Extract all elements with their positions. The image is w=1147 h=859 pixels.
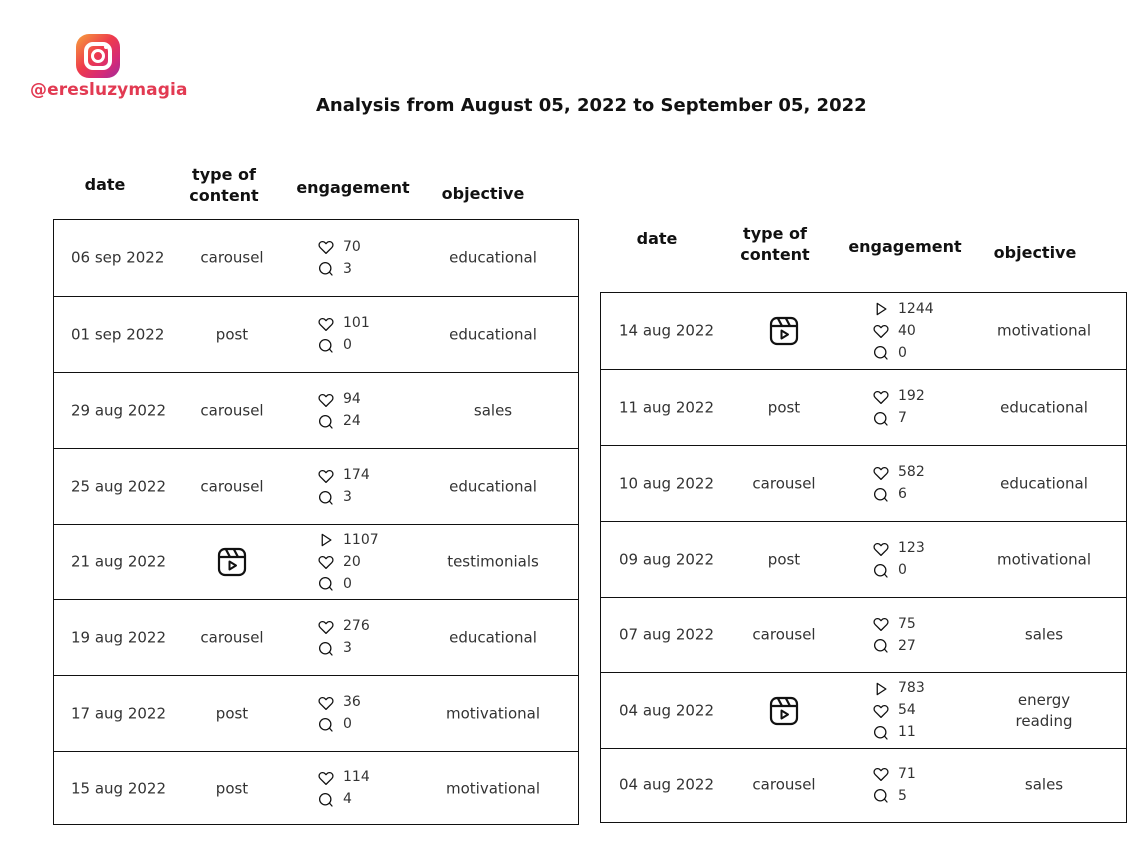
heart-count: 75 bbox=[898, 615, 916, 632]
play-count: 1244 bbox=[898, 300, 934, 317]
heart-count: 101 bbox=[343, 315, 370, 331]
comment-engagement bbox=[317, 789, 370, 811]
table-row bbox=[54, 448, 578, 524]
table-row bbox=[54, 599, 578, 675]
play-count: 1107 bbox=[343, 531, 379, 548]
objective-cell: educational bbox=[449, 477, 537, 495]
heart-count: 20 bbox=[343, 553, 361, 570]
engagement-cell bbox=[317, 389, 361, 433]
heart-icon bbox=[872, 322, 890, 340]
comment-count: 4 bbox=[343, 791, 352, 807]
date-cell: 09 aug 2022 bbox=[619, 550, 715, 568]
heart-engagement bbox=[872, 700, 925, 722]
engagement-cell bbox=[872, 386, 925, 430]
header-type: type of content bbox=[189, 165, 259, 205]
comment-count: 7 bbox=[898, 410, 907, 426]
date-cell: 19 aug 2022 bbox=[71, 628, 167, 646]
objective-cell: educational bbox=[449, 325, 537, 343]
table-row bbox=[601, 369, 1126, 445]
comment-count: 0 bbox=[898, 562, 907, 578]
heart-icon bbox=[872, 464, 890, 482]
heart-engagement bbox=[872, 320, 934, 342]
heart-engagement bbox=[317, 313, 370, 335]
objective-cell: motivational bbox=[997, 321, 1091, 340]
comment-icon bbox=[872, 637, 890, 655]
play-icon bbox=[317, 531, 335, 549]
comment-count: 3 bbox=[343, 260, 352, 277]
heart-engagement bbox=[872, 763, 916, 785]
objective-cell: motivational bbox=[446, 704, 540, 722]
heart-engagement bbox=[317, 551, 379, 573]
table-row bbox=[601, 748, 1126, 821]
table-row bbox=[601, 597, 1126, 672]
date-cell: 07 aug 2022 bbox=[619, 625, 715, 644]
left-analysis-table bbox=[53, 219, 579, 825]
right-analysis-table bbox=[600, 292, 1127, 823]
engagement-cell bbox=[317, 236, 361, 280]
comment-count: 5 bbox=[898, 787, 907, 804]
reel-icon bbox=[769, 696, 799, 726]
header-engagement: engagement bbox=[848, 237, 962, 256]
heart-count: 582 bbox=[898, 464, 925, 480]
comment-engagement bbox=[317, 487, 370, 509]
comment-icon bbox=[872, 344, 890, 362]
engagement-cell bbox=[317, 529, 379, 595]
date-cell: 14 aug 2022 bbox=[619, 321, 715, 340]
objective-cell: educational bbox=[449, 248, 537, 267]
comment-count: 6 bbox=[898, 486, 907, 502]
engagement-cell bbox=[317, 616, 370, 660]
objective-cell: sales bbox=[473, 401, 513, 419]
engagement-cell bbox=[872, 298, 934, 364]
play-count: 783 bbox=[898, 680, 925, 696]
heart-engagement bbox=[317, 236, 361, 258]
heart-engagement bbox=[872, 538, 925, 560]
heart-count: 276 bbox=[343, 618, 370, 634]
heart-count: 54 bbox=[898, 702, 916, 718]
instagram-icon bbox=[76, 34, 120, 78]
comment-engagement bbox=[872, 635, 916, 657]
play-engagement bbox=[872, 298, 934, 320]
date-cell: 11 aug 2022 bbox=[619, 398, 715, 416]
content-type-cell: carousel bbox=[200, 248, 264, 267]
engagement-cell bbox=[872, 538, 925, 582]
objective-cell: educational bbox=[1000, 398, 1088, 416]
comment-engagement bbox=[317, 714, 361, 736]
heart-count: 36 bbox=[343, 694, 361, 710]
comment-engagement bbox=[317, 573, 379, 595]
content-type-cell: post bbox=[767, 550, 801, 568]
date-cell: 04 aug 2022 bbox=[619, 775, 715, 794]
objective-cell: motivational bbox=[997, 550, 1091, 568]
comment-count: 0 bbox=[343, 716, 352, 732]
comment-icon bbox=[317, 640, 335, 658]
header-engagement: engagement bbox=[296, 178, 410, 197]
heart-icon bbox=[872, 388, 890, 406]
table-row bbox=[601, 293, 1126, 369]
objective-cell: testimonials bbox=[447, 552, 539, 571]
heart-icon bbox=[872, 615, 890, 633]
heart-engagement bbox=[317, 465, 370, 487]
heart-count: 192 bbox=[898, 388, 925, 404]
comment-engagement bbox=[872, 484, 925, 506]
heart-icon bbox=[317, 467, 335, 485]
play-engagement bbox=[872, 678, 925, 700]
date-cell: 04 aug 2022 bbox=[619, 701, 715, 719]
heart-count: 94 bbox=[343, 391, 361, 407]
comment-icon bbox=[872, 724, 890, 742]
table-row bbox=[601, 445, 1126, 521]
date-cell: 25 aug 2022 bbox=[71, 477, 167, 495]
play-engagement bbox=[317, 529, 379, 551]
header-date: date bbox=[84, 175, 126, 194]
content-type-cell: carousel bbox=[752, 625, 816, 644]
heart-engagement bbox=[872, 462, 925, 484]
objective-cell: educational bbox=[449, 628, 537, 646]
heart-engagement bbox=[317, 692, 361, 714]
header-objective: objective bbox=[441, 184, 525, 203]
comment-engagement bbox=[317, 258, 361, 280]
comment-engagement bbox=[872, 408, 925, 430]
table-row bbox=[54, 524, 578, 599]
reel-icon bbox=[769, 316, 799, 346]
comment-count: 0 bbox=[343, 575, 352, 592]
content-type-cell: post bbox=[215, 779, 249, 797]
engagement-cell bbox=[872, 763, 916, 807]
heart-icon bbox=[872, 540, 890, 558]
heart-icon bbox=[872, 702, 890, 720]
table-row bbox=[54, 296, 578, 372]
comment-count: 11 bbox=[898, 724, 916, 740]
content-type-cell: post bbox=[767, 398, 801, 416]
play-icon bbox=[872, 300, 890, 318]
comment-engagement bbox=[317, 411, 361, 433]
table-row bbox=[54, 675, 578, 751]
header-type: type of content bbox=[740, 224, 810, 264]
objective-cell: motivational bbox=[446, 779, 540, 797]
heart-engagement bbox=[317, 616, 370, 638]
comment-icon bbox=[317, 413, 335, 431]
table-row bbox=[601, 672, 1126, 748]
reel-icon bbox=[217, 547, 247, 577]
objective-cell: sales bbox=[1024, 775, 1064, 794]
date-cell: 10 aug 2022 bbox=[619, 474, 715, 492]
heart-engagement bbox=[872, 613, 916, 635]
heart-icon bbox=[317, 315, 335, 333]
comment-count: 0 bbox=[343, 337, 352, 353]
date-cell: 21 aug 2022 bbox=[71, 552, 167, 571]
table-row bbox=[54, 220, 578, 296]
heart-engagement bbox=[317, 767, 370, 789]
comment-icon bbox=[317, 260, 335, 278]
header-objective: objective bbox=[993, 243, 1077, 262]
date-cell: 29 aug 2022 bbox=[71, 401, 167, 419]
date-cell: 17 aug 2022 bbox=[71, 704, 167, 722]
content-type-cell: carousel bbox=[200, 477, 264, 495]
content-type-cell: carousel bbox=[752, 474, 816, 492]
comment-icon bbox=[872, 486, 890, 504]
comment-icon bbox=[872, 562, 890, 580]
heart-icon bbox=[317, 694, 335, 712]
comment-icon bbox=[317, 575, 335, 593]
heart-count: 40 bbox=[898, 322, 916, 339]
content-type-cell: carousel bbox=[200, 401, 264, 419]
page-title: Analysis from August 05, 2022 to September 05, 2022 bbox=[316, 95, 867, 116]
heart-icon bbox=[872, 765, 890, 783]
comment-count: 3 bbox=[343, 640, 352, 656]
comment-count: 27 bbox=[898, 637, 916, 654]
date-cell: 01 sep 2022 bbox=[71, 325, 165, 343]
comment-count: 0 bbox=[898, 344, 907, 361]
objective-cell: energy reading bbox=[1015, 690, 1073, 730]
content-type-cell: post bbox=[215, 325, 249, 343]
comment-count: 24 bbox=[343, 413, 361, 429]
heart-count: 71 bbox=[898, 765, 916, 782]
comment-engagement bbox=[872, 785, 916, 807]
comment-icon bbox=[872, 410, 890, 428]
engagement-cell bbox=[317, 692, 361, 736]
comment-count: 3 bbox=[343, 489, 352, 505]
heart-count: 70 bbox=[343, 238, 361, 255]
engagement-cell bbox=[872, 678, 925, 744]
comment-engagement bbox=[872, 722, 925, 744]
heart-count: 123 bbox=[898, 540, 925, 556]
heart-engagement bbox=[872, 386, 925, 408]
instagram-handle: @eresluzymagia bbox=[30, 80, 188, 100]
content-type-cell: post bbox=[215, 704, 249, 722]
comment-icon bbox=[317, 791, 335, 809]
comment-icon bbox=[317, 337, 335, 355]
objective-cell: educational bbox=[1000, 474, 1088, 492]
table-row bbox=[54, 751, 578, 825]
table-row bbox=[601, 521, 1126, 597]
heart-icon bbox=[317, 391, 335, 409]
engagement-cell bbox=[317, 767, 370, 811]
engagement-cell bbox=[317, 313, 370, 357]
heart-icon bbox=[317, 769, 335, 787]
comment-engagement bbox=[317, 638, 370, 660]
table-row bbox=[54, 372, 578, 448]
comment-engagement bbox=[317, 335, 370, 357]
comment-icon bbox=[317, 489, 335, 507]
heart-icon bbox=[317, 238, 335, 256]
heart-count: 174 bbox=[343, 467, 370, 483]
play-icon bbox=[872, 680, 890, 698]
engagement-cell bbox=[872, 613, 916, 657]
content-type-cell: carousel bbox=[752, 775, 816, 794]
date-cell: 06 sep 2022 bbox=[71, 248, 165, 267]
heart-icon bbox=[317, 553, 335, 571]
objective-cell: sales bbox=[1024, 625, 1064, 644]
comment-engagement bbox=[872, 560, 925, 582]
engagement-cell bbox=[872, 462, 925, 506]
content-type-cell: carousel bbox=[200, 628, 264, 646]
heart-count: 114 bbox=[343, 769, 370, 785]
date-cell: 15 aug 2022 bbox=[71, 779, 167, 797]
header-date: date bbox=[636, 229, 678, 248]
heart-engagement bbox=[317, 389, 361, 411]
comment-icon bbox=[872, 787, 890, 805]
heart-icon bbox=[317, 618, 335, 636]
engagement-cell bbox=[317, 465, 370, 509]
comment-engagement bbox=[872, 342, 934, 364]
comment-icon bbox=[317, 716, 335, 734]
